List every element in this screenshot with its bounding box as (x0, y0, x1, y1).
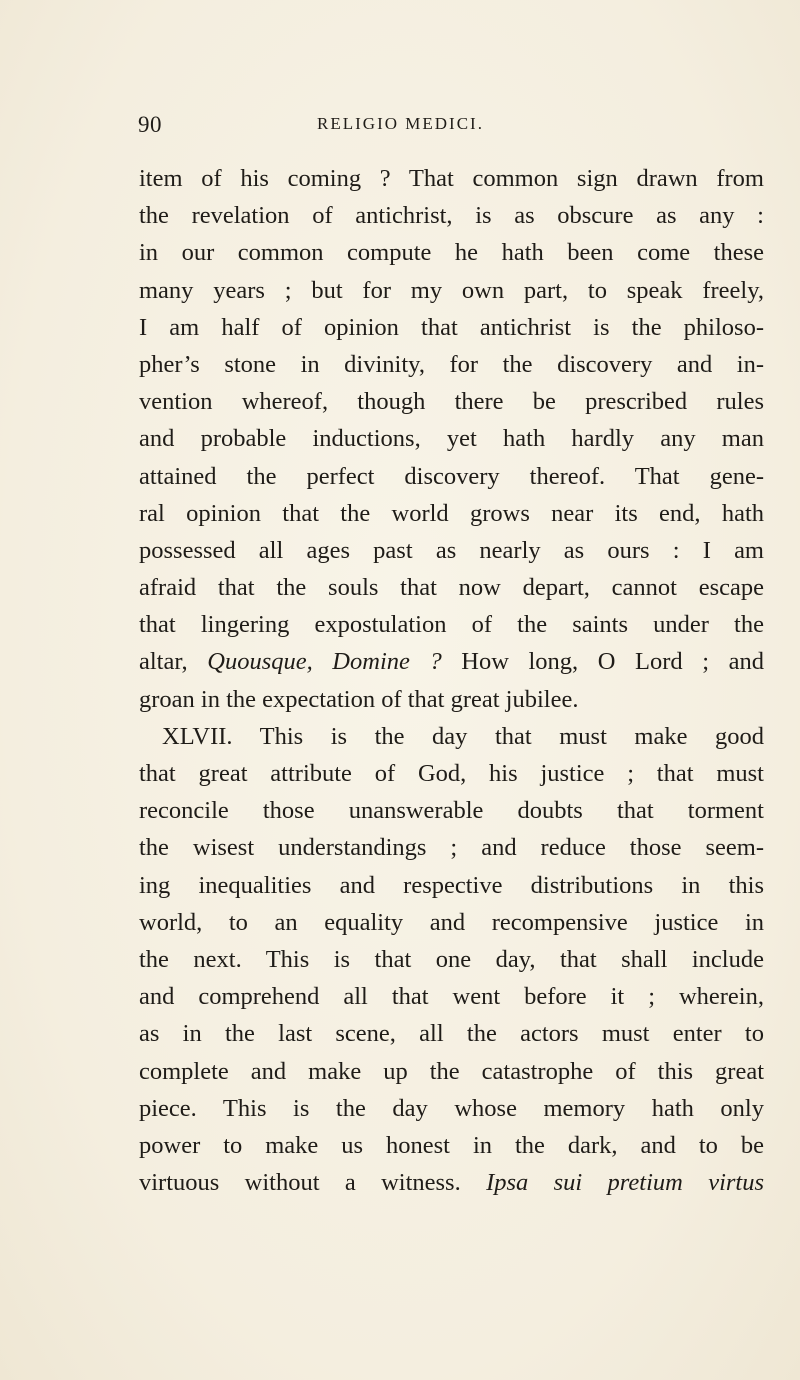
text-line: possessed all ages past as nearly as ours : I am (139, 536, 764, 564)
text-line: and probable inductions, yet hath hardly any man (139, 425, 764, 453)
text-line: in our common compute he hath been come these (139, 239, 764, 267)
text-line: that lingering expostulation of the saints under the (139, 611, 764, 639)
text-line-ipsa (139, 1164, 764, 1201)
body-text (139, 160, 764, 1201)
text-line: as in the last scene, all the actors must enter to (139, 1020, 764, 1048)
text-line: many years ; but for my own part, to speak freely, (139, 276, 764, 304)
paragraph-end-line: groan in the expectation of that great jubilee. (139, 685, 579, 713)
italic-quotation: Quousque, Domine ? (207, 648, 442, 676)
page-header (138, 112, 663, 142)
text-line: pher’s stone in divinity, for the discovery and in- (139, 350, 764, 378)
italic-quotation: Ipsa sui pretium virtus (486, 1169, 764, 1197)
text-line: attained the perfect discovery thereof. That gene- (139, 462, 764, 490)
text-line: power to make us honest in the dark, and to be (139, 1131, 764, 1159)
text-line: complete and make up the catastrophe of this great (139, 1057, 764, 1085)
text-line: I am half of opinion that antichrist is the philoso- (139, 313, 764, 341)
text-line: ing inequalities and respective distributions in this (139, 871, 764, 899)
text-line: item of his coming ? That common sign drawn from (139, 165, 764, 192)
text-segment: How long, O Lord ; and (441, 648, 764, 676)
section-start-line: XLVII. This is the day that must make good (162, 722, 764, 750)
text-line: ral opinion that the world grows near its end, hath (139, 499, 764, 527)
text-line: the next. This is that one day, that shall include (139, 945, 764, 973)
text-line: that great attribute of God, his justice ; that must (139, 760, 764, 787)
text-line: world, to an equality and recompensive justice in (139, 908, 764, 936)
text-line: vention whereof, though there be prescribed rules (139, 388, 764, 416)
text-line: and comprehend all that went before it ; wherein, (139, 983, 764, 1011)
text-line: the revelation of antichrist, is as obscure as any : (139, 202, 764, 230)
text-line: afraid that the souls that now depart, cannot escape (139, 574, 764, 602)
page-number: 90 (138, 112, 162, 137)
text-line: reconcile those unanswerable doubts that torment (139, 797, 764, 825)
text-line: the wisest understandings ; and reduce those seem- (139, 834, 764, 862)
text-line-quousque (139, 643, 764, 680)
text-segment: virtuous without a witness. (139, 1169, 487, 1197)
text-segment: altar, (139, 648, 208, 676)
running-head: RELIGIO MEDICI. (317, 114, 484, 133)
text-line: piece. This is the day whose memory hath only (139, 1094, 764, 1122)
